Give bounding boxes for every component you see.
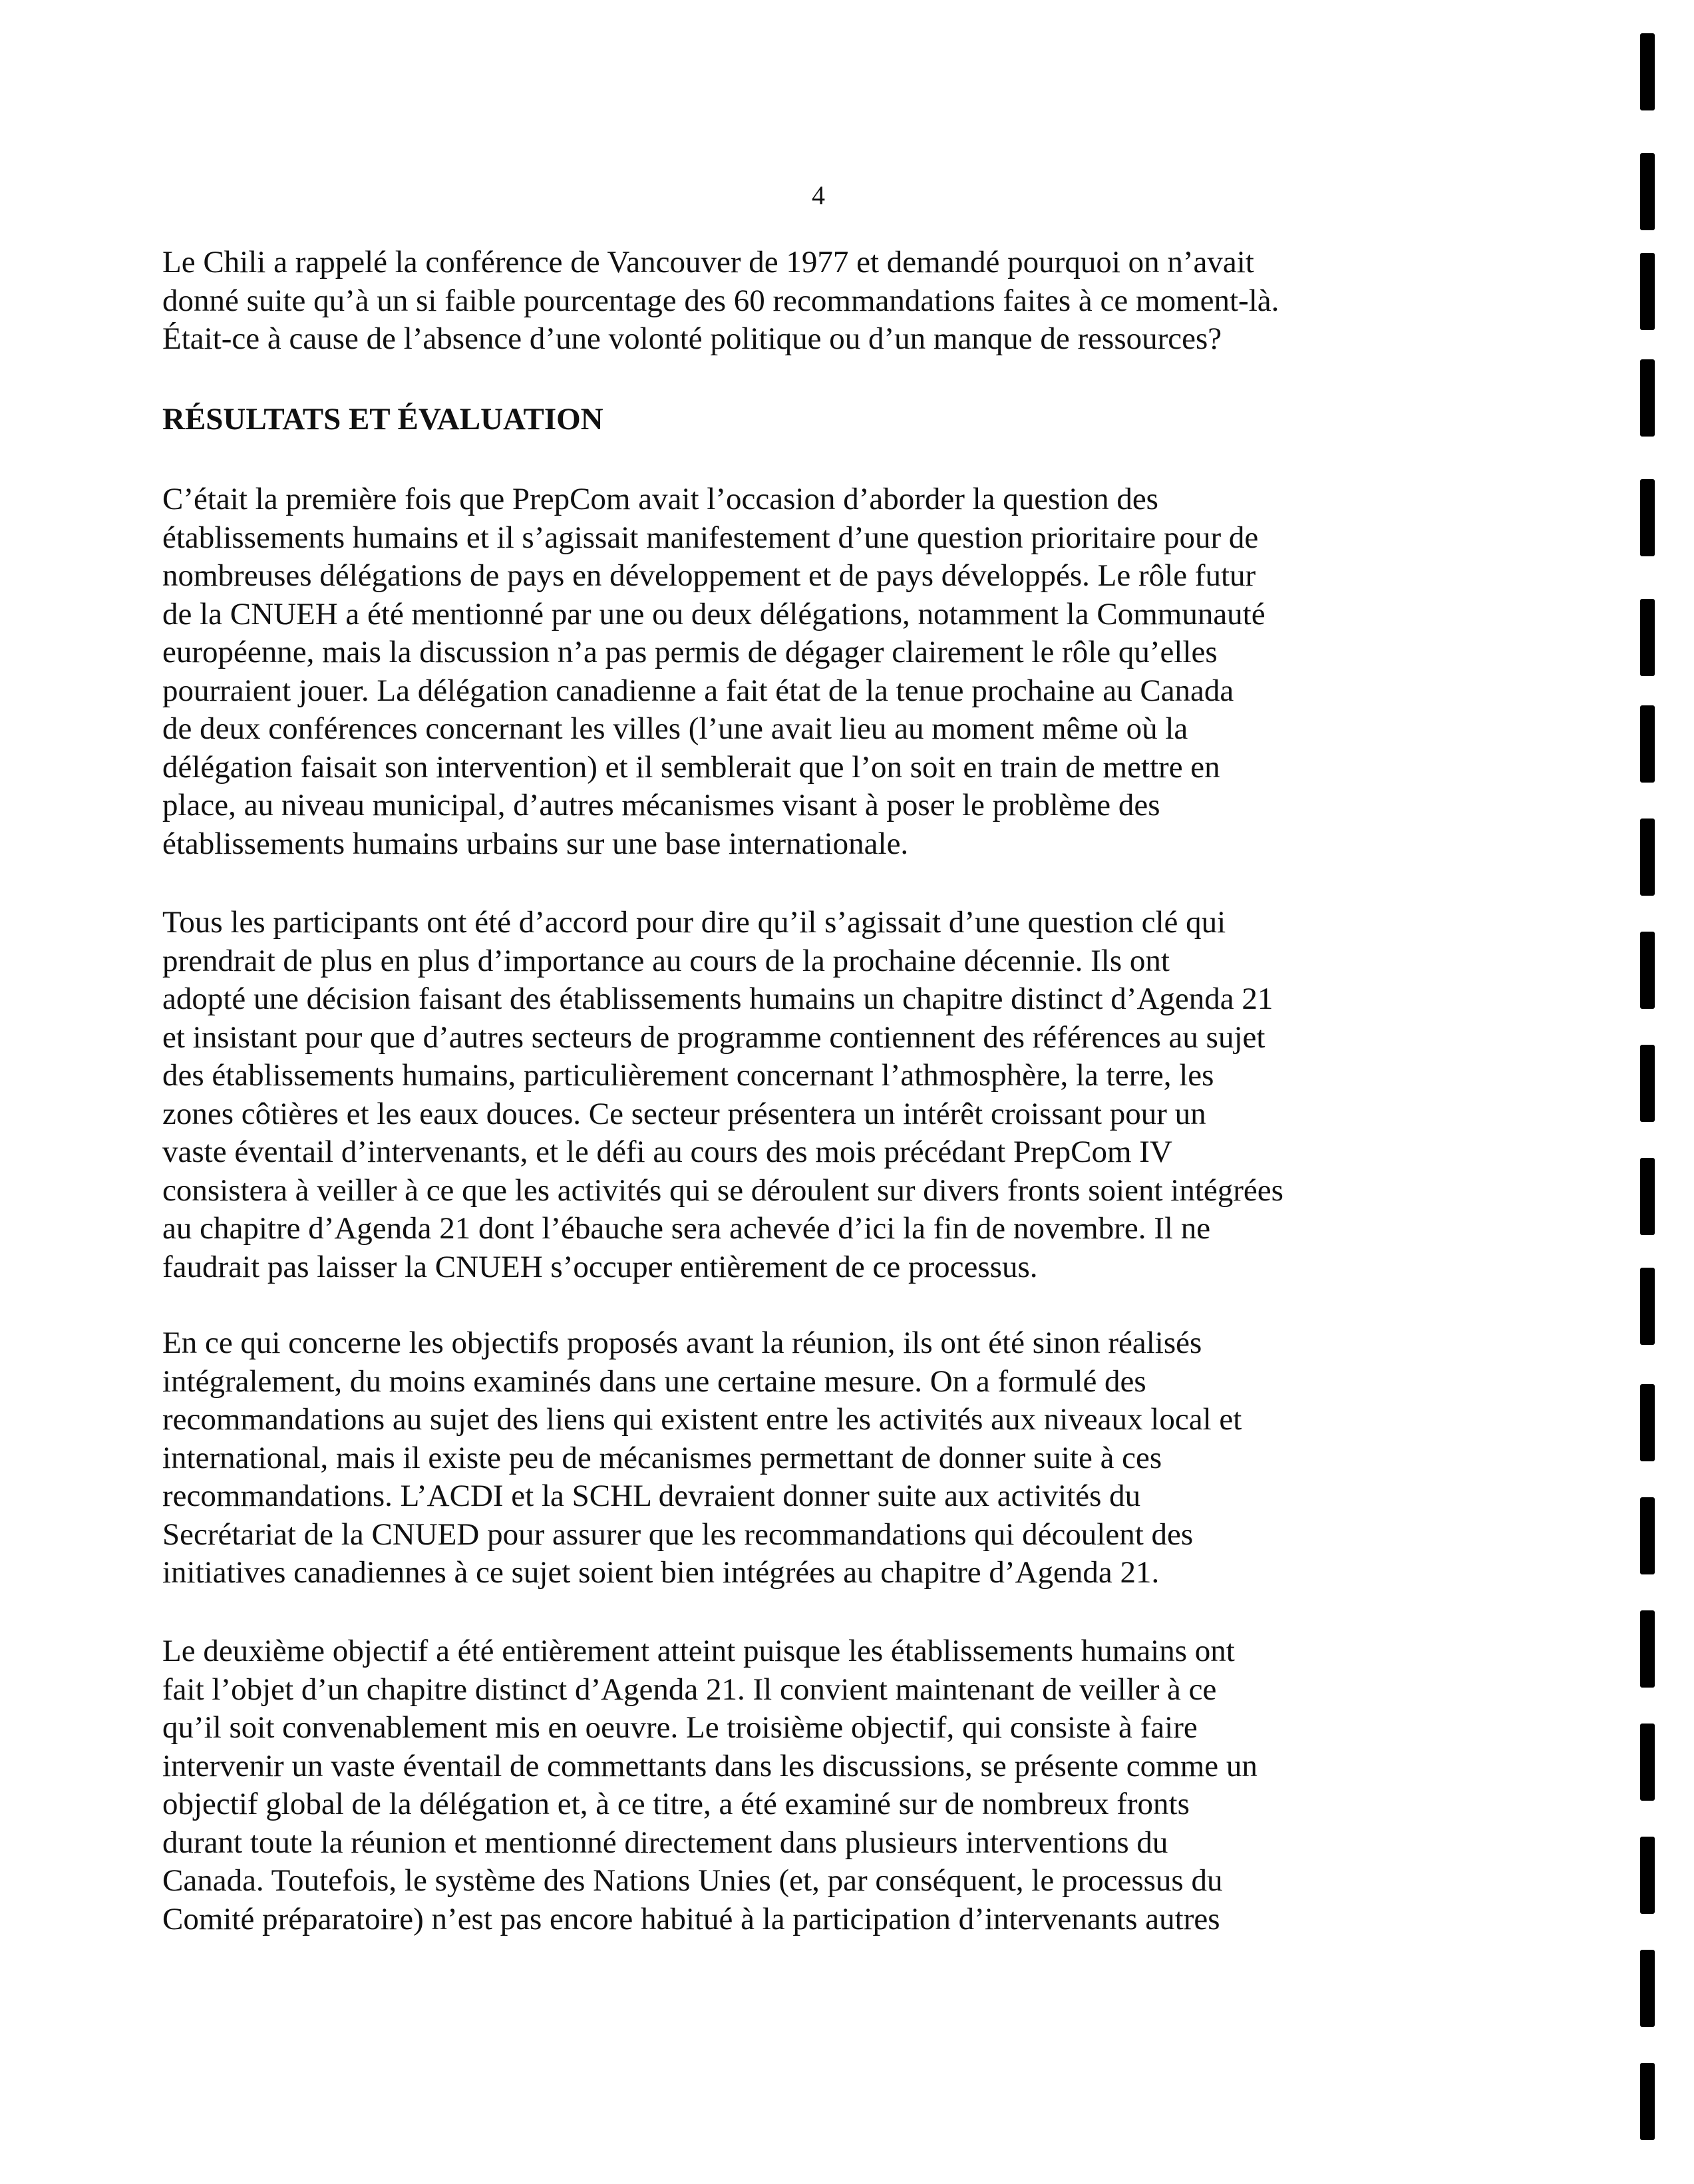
binding-mark: [1640, 819, 1655, 896]
binding-mark: [1640, 1268, 1655, 1345]
binding-mark: [1640, 1724, 1655, 1801]
binding-mark: [1640, 1610, 1655, 1688]
binding-mark: [1640, 1497, 1655, 1574]
binding-mark: [1640, 1837, 1655, 1914]
paragraph-2: Tous les participants ont été d’accord pour dire qu’il s’agissait d’une question clé qui prendrait de plus en plus d’importance au cours de la prochaine décennie. Ils ont adopté une décision faisant des établissements humains un chapitre distinct d’Agenda 21 et insistant pour que d’autres secteurs de programme contiennent des références au sujet des établissements humains, particulièrement concernant l’athmosphère, la terre, les zones côtières et les eaux douces. Ce secteur présentera un intérêt croissant pour un vaste éventail d’intervenants, et le défi au cours des mois précédant PrepCom IV consistera à veiller à ce que les activités qui se déroulent sur divers fronts soient intégrées au chapitre d’Agenda 21 dont l’ébauche sera achevée d’ici la fin de novembre. Il ne faudrait pas laisser la CNUEH s’occuper entièrement de ce processus.: [162, 905, 1283, 1284]
page-number: 4: [812, 180, 825, 210]
binding-mark: [1640, 359, 1655, 437]
binding-mark: [1640, 1950, 1655, 2027]
binding-mark: [1640, 599, 1655, 676]
binding-mark: [1640, 153, 1655, 230]
binding-mark: [1640, 1045, 1655, 1122]
paragraph-4: Le deuxième objectif a été entièrement atteint puisque les établissements humains ont fait l’objet d’un chapitre distinct d’Agenda 21. Il convient maintenant de veiller à ce qu’il soit convenablement mis en oeuvre. Le troisième objectif, qui consiste à faire intervenir un vaste éventail de commettants dans les discussions, se présente comme un objectif global de la délégation et, à ce titre, a été examiné sur de nombreux fronts durant toute la réunion et mentionné directement dans plusieurs interventions du Canada. Toutefois, le système des Nations Unies (et, par conséquent, le processus du Comité préparatoire) n’est pas encore habitué à la participation d’intervenants autres: [162, 1634, 1258, 1936]
intro-paragraph: Le Chili a rappelé la conférence de Vancouver de 1977 et demandé pourquoi on n’avait donné suite qu’à un si faible pourcentage des 60 recommandations faites à ce moment-là. Était-ce à cause de l’absence d’une volonté politique ou d’un manque de ressources?: [162, 245, 1279, 356]
binding-mark: [1640, 33, 1655, 110]
binding-mark: [1640, 1158, 1655, 1235]
paragraph-1: C’était la première fois que PrepCom avait l’occasion d’aborder la question des établissements humains et il s’agissait manifestement d’une question prioritaire pour de nombreuses délégations de pays en développement et de pays développés. Le rôle futur de la CNUEH a été mentionné par une ou deux délégations, notamment la Communauté européenne, mais la discussion n’a pas permis de dégager clairement le rôle qu’elles pourraient jouer. La délégation canadienne a fait état de la tenue prochaine au Canada de deux conférences concernant les villes (l’une avait lieu au moment même où la délégation faisait son intervention) et il semblerait que l’on soit en train de mettre en place, au niveau municipal, d’autres mécanismes visant à poser le problème des établissements humains urbains sur une base internationale.: [162, 482, 1266, 861]
binding-mark: [1640, 932, 1655, 1009]
paragraph-3: En ce qui concerne les objectifs proposés avant la réunion, ils ont été sinon réalisés intégralement, du moins examinés dans une certaine mesure. On a formulé des recommandations au sujet des liens qui existent entre les activités aux niveaux local et international, mais il existe peu de mécanismes permettant de donner suite à ces recommandations. L’ACDI et la SCHL devraient donner suite aux activités du Secrétariat de la CNUED pour assurer que les recommandations qui découlent des initiatives canadiennes à ce sujet soient bien intégrées au chapitre d’Agenda 21.: [162, 1326, 1242, 1590]
binding-mark: [1640, 479, 1655, 556]
binding-mark: [1640, 705, 1655, 783]
binding-mark: [1640, 253, 1655, 330]
binding-mark: [1640, 1384, 1655, 1461]
section-heading: RÉSULTATS ET ÉVALUATION: [162, 402, 603, 437]
binding-mark: [1640, 2063, 1655, 2140]
